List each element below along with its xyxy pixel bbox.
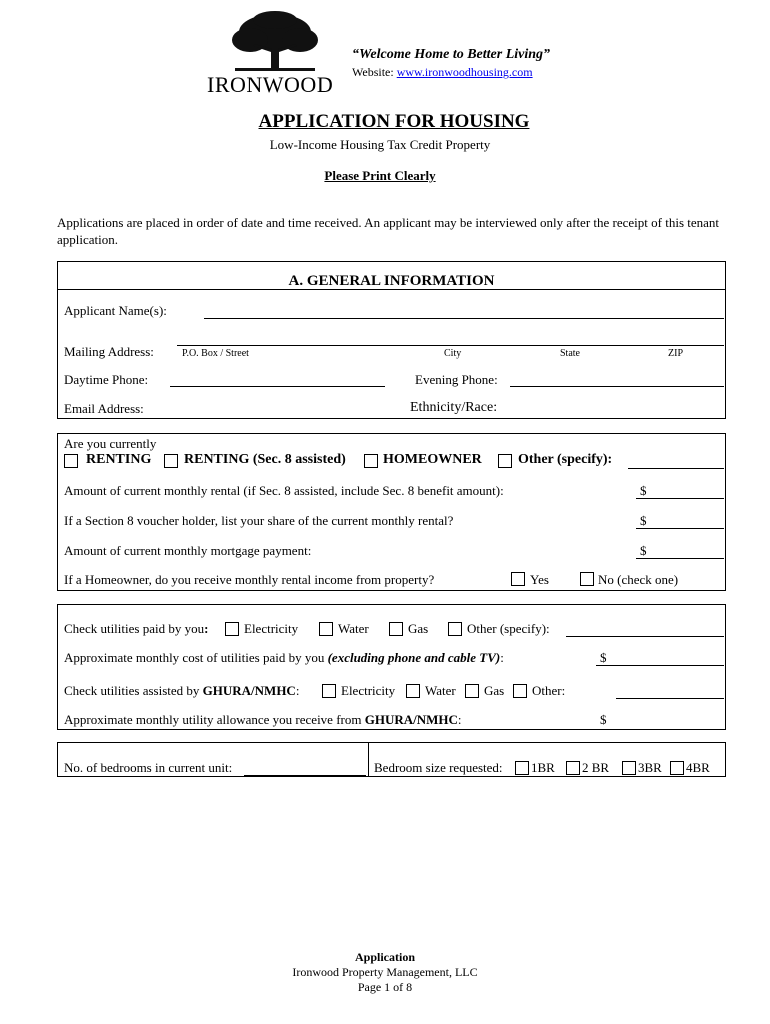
- addr-street-caption: P.O. Box / Street: [182, 348, 249, 359]
- paid-water-label: Water: [338, 621, 369, 636]
- rent-dollar: $: [640, 483, 647, 498]
- sec8-label: RENTING (Sec. 8 assisted): [184, 452, 346, 467]
- tagline: “Welcome Home to Better Living”: [352, 47, 551, 62]
- footer: [0, 950, 770, 995]
- current-bedrooms-field[interactable]: [244, 775, 366, 776]
- email-label: Email Address:: [64, 401, 144, 416]
- rent-amount-label: Amount of current monthly rental (if Sec. 8 assisted, include Sec. 8 benefit amount):: [64, 483, 504, 498]
- daytime-phone-field[interactable]: [170, 386, 385, 387]
- page-title: APPLICATION FOR HOUSING: [258, 111, 530, 132]
- utility-cost-label: [64, 650, 504, 666]
- ethnicity-label: Ethnicity/Race:: [410, 400, 498, 415]
- br3-checkbox[interactable]: [622, 761, 636, 775]
- section-a-heading: A. GENERAL INFORMATION: [288, 273, 495, 289]
- renting-checkbox[interactable]: [64, 454, 78, 468]
- utility-cost-text: Approximate monthly cost of utilities paid by you: [64, 650, 328, 665]
- paid-electricity-checkbox[interactable]: [225, 622, 239, 636]
- utilities-paid-colon: :: [204, 621, 209, 636]
- assisted-other-field[interactable]: [616, 698, 724, 699]
- website-line: [352, 65, 533, 80]
- allowance-label: [64, 712, 462, 728]
- bedrooms-divider: [368, 742, 369, 777]
- br1-label: 1BR: [531, 760, 555, 775]
- mortgage-label: Amount of current monthly mortgage payment:: [64, 543, 312, 558]
- website-link[interactable]: www.ironwoodhousing.com: [396, 65, 533, 79]
- assisted-text: Check utilities assisted by: [64, 683, 203, 698]
- paid-water-checkbox[interactable]: [319, 622, 333, 636]
- paid-other-label: Other (specify):: [467, 621, 550, 636]
- assisted-other-label: Other:: [532, 683, 566, 698]
- assisted-water-label: Water: [425, 683, 456, 698]
- paid-other-checkbox[interactable]: [448, 622, 462, 636]
- yes-label: Yes: [530, 572, 549, 587]
- no-label: No (check one): [598, 572, 679, 587]
- voucher-share-field[interactable]: [636, 528, 724, 529]
- intro-paragraph: Applications are placed in order of date and time received. An applicant may be interviewed only after the receipt of this tenant application.: [57, 215, 720, 247]
- paid-gas-checkbox[interactable]: [389, 622, 403, 636]
- allowance-agency: GHURA/NMHC: [364, 712, 458, 727]
- page-subtitle: Low-Income Housing Tax Credit Property: [269, 137, 491, 152]
- utility-cost-note: (excluding phone and cable TV): [327, 650, 501, 665]
- oak-tree-icon: [205, 10, 345, 74]
- voucher-dollar: $: [640, 513, 647, 528]
- footer-company: Ironwood Property Management, LLC: [292, 965, 478, 979]
- current-bedrooms-label: No. of bedrooms in current unit:: [64, 760, 233, 775]
- br2-checkbox[interactable]: [566, 761, 580, 775]
- utility-cost-dollar: $: [600, 650, 607, 665]
- bedroom-size-label: Bedroom size requested:: [374, 760, 503, 775]
- homeowner-checkbox[interactable]: [364, 454, 378, 468]
- assisted-gas-label: Gas: [484, 683, 505, 698]
- addr-state-caption: State: [560, 348, 580, 359]
- voucher-share-label: If a Section 8 voucher holder, list your share of the current monthly rental?: [64, 513, 454, 528]
- br3-label: 3BR: [638, 760, 662, 775]
- assisted-label: [64, 683, 299, 699]
- paid-other-field[interactable]: [566, 636, 724, 637]
- utility-cost-colon: :: [500, 650, 504, 665]
- assisted-other-checkbox[interactable]: [513, 684, 527, 698]
- utilities-paid-label: [64, 621, 208, 637]
- br4-label: 4BR: [686, 760, 710, 775]
- br2-label: 2 BR: [582, 760, 610, 775]
- evening-phone-field[interactable]: [510, 386, 724, 387]
- housing-question: Are you currently: [64, 436, 157, 451]
- sec8-checkbox[interactable]: [164, 454, 178, 468]
- allowance-text: Approximate monthly utility allowance you receive from: [64, 712, 365, 727]
- no-checkbox[interactable]: [580, 572, 594, 586]
- logo-wordmark: IRONWOOD: [207, 72, 334, 97]
- assisted-gas-checkbox[interactable]: [465, 684, 479, 698]
- applicant-name-label: Applicant Name(s):: [64, 303, 167, 318]
- allowance-dollar: $: [600, 712, 607, 727]
- mailing-address-field[interactable]: [177, 345, 724, 346]
- renting-label: RENTING: [86, 452, 152, 467]
- footer-page-number: Page 1 of 8: [357, 980, 413, 994]
- utility-cost-field[interactable]: [596, 665, 724, 666]
- other-housing-checkbox[interactable]: [498, 454, 512, 468]
- logo: [205, 10, 345, 97]
- assisted-electricity-checkbox[interactable]: [322, 684, 336, 698]
- mortgage-dollar: $: [640, 543, 647, 558]
- addr-city-caption: City: [444, 348, 462, 359]
- br4-checkbox[interactable]: [670, 761, 684, 775]
- homeowner-label: HOMEOWNER: [383, 452, 482, 467]
- assisted-agency: GHURA/NMHC: [202, 683, 296, 698]
- br1-checkbox[interactable]: [515, 761, 529, 775]
- rent-amount-field[interactable]: [636, 498, 724, 499]
- yes-checkbox[interactable]: [511, 572, 525, 586]
- website-label: Website:: [352, 65, 397, 79]
- paid-electricity-label: Electricity: [244, 621, 299, 636]
- paid-gas-label: Gas: [408, 621, 429, 636]
- footer-title: Application: [354, 950, 415, 964]
- daytime-phone-label: Daytime Phone:: [64, 372, 149, 387]
- addr-zip-caption: ZIP: [668, 348, 683, 359]
- utilities-paid-text: Check utilities paid by you: [64, 621, 205, 636]
- mortgage-field[interactable]: [636, 558, 724, 559]
- assisted-electricity-label: Electricity: [341, 683, 396, 698]
- other-housing-label: Other (specify):: [518, 452, 613, 467]
- assisted-water-checkbox[interactable]: [406, 684, 420, 698]
- applicant-name-field[interactable]: [204, 318, 724, 319]
- allowance-colon: :: [457, 712, 462, 727]
- evening-phone-label: Evening Phone:: [415, 372, 498, 387]
- homeowner-income-label: If a Homeowner, do you receive monthly rental income from property?: [64, 572, 435, 587]
- assisted-colon: :: [295, 683, 300, 698]
- print-note: Please Print Clearly: [324, 168, 436, 183]
- other-housing-field[interactable]: [628, 468, 724, 469]
- mailing-address-label: Mailing Address:: [64, 344, 154, 359]
